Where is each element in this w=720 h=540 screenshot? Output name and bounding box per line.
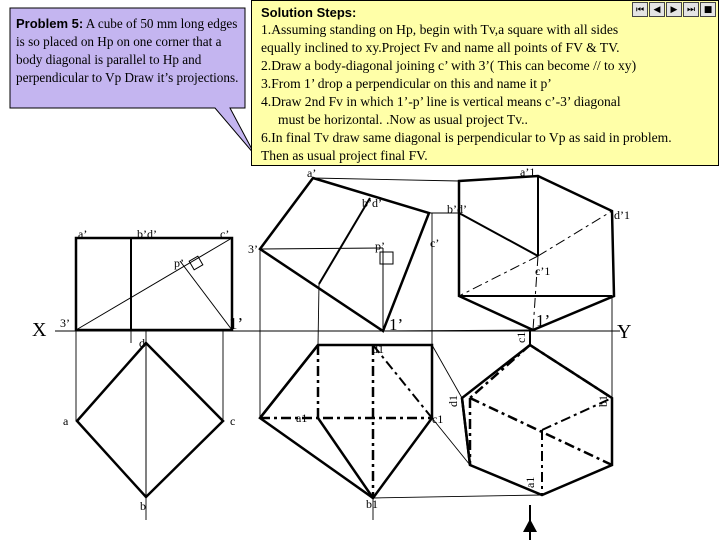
label-bd-fv: b’d’ [137, 227, 157, 241]
next-slide-button[interactable]: ▶ [666, 2, 682, 17]
solution-step: 6.In final Tv draw same diagonal is perpendicular to Vp as said in problem. [261, 130, 672, 145]
last-slide-button[interactable]: ⏭ [683, 2, 699, 17]
solution-step: equally inclined to xy.Project Fv and name all points of FV & TV. [261, 40, 620, 55]
label-c1-tv3: c1 [514, 331, 528, 343]
viewing-arrow [523, 505, 537, 540]
label-c1-tv2: c1 [432, 412, 444, 426]
problem-heading: Problem 5: [16, 16, 84, 31]
slide-nav-controls [632, 2, 717, 18]
label-one-fv3: 1’ [536, 311, 551, 330]
stage3-front-view [459, 176, 614, 330]
label-one-fv2: 1’ [389, 315, 404, 334]
label-a1-fv3: a’1 [520, 165, 536, 179]
x-label: X [32, 319, 47, 341]
first-slide-button[interactable]: ⏮ [632, 2, 648, 17]
label-d-fv3: b’d’ [447, 202, 467, 216]
solution-steps-box [251, 0, 719, 166]
label-a1-tv3: a1 [523, 476, 537, 488]
solution-step: 2.Draw a body-diagonal joining c’ with 3’( This can become // to xy) [261, 58, 637, 73]
label-p-fv: p’ [174, 256, 184, 270]
label-bd-fv2: b’d’ [362, 196, 382, 210]
label-c-fv2: c’ [430, 236, 440, 250]
y-label: Y [617, 321, 632, 343]
stage3-top-view [462, 330, 612, 495]
label-a-tv: a [63, 414, 69, 428]
label-a-fv: a’ [78, 227, 88, 241]
label-b1-tv2: b1 [366, 497, 378, 511]
stage2-top-view [260, 342, 432, 498]
solution-step: 3.From 1’ drop a perpendicular on this and name it p’ [261, 76, 552, 91]
label-a-fv2: a’ [307, 166, 317, 180]
label-one-fv: 1’ [229, 314, 244, 333]
label-b-tv: b [140, 499, 146, 513]
label-c-tv: c [230, 414, 236, 428]
label-b1-tv3: b1 [596, 395, 610, 407]
solution-step: 1.Assuming standing on Hp, begin with Tv,a square with all sides [261, 22, 619, 37]
solution-step: 4.Draw 2nd Fv in which 1’-p’ line is vertical means c’-3’ diagonal [261, 94, 621, 109]
prev-slide-button[interactable]: ◀ [649, 2, 665, 17]
label-three-fv2: 3’ [248, 242, 258, 256]
label-c1-fv3: c’1 [535, 264, 551, 278]
solution-step: must be horizontal. .Now as usual project Tv.. [278, 112, 528, 127]
label-d1-tv2: d1 [372, 342, 384, 356]
label-d1-tv3: d1 [446, 395, 460, 407]
label-d1-fv3: d’1 [614, 208, 630, 222]
solution-step: Then as usual project final FV. [261, 148, 428, 163]
end-show-button[interactable]: ■ [700, 2, 716, 17]
label-p-fv2: p’ [375, 239, 385, 253]
stage1-front-view [76, 238, 232, 330]
solution-title: Solution Steps: [261, 5, 357, 20]
problem-body: A cube of 50 mm long edges is so placed on Hp on one corner that a body diagonal is parallel to Hp and perpendicular to Vp Draw it’s projections. [16, 16, 239, 85]
label-a1-tv2: a1 [296, 411, 308, 425]
stage1-top-view [77, 343, 223, 497]
problem-statement [16, 15, 244, 87]
label-c-fv: c’ [220, 227, 230, 241]
label-three-fv: 3’ [60, 316, 70, 330]
stage2-front-view [260, 178, 429, 334]
label-d-tv: d [139, 336, 145, 350]
